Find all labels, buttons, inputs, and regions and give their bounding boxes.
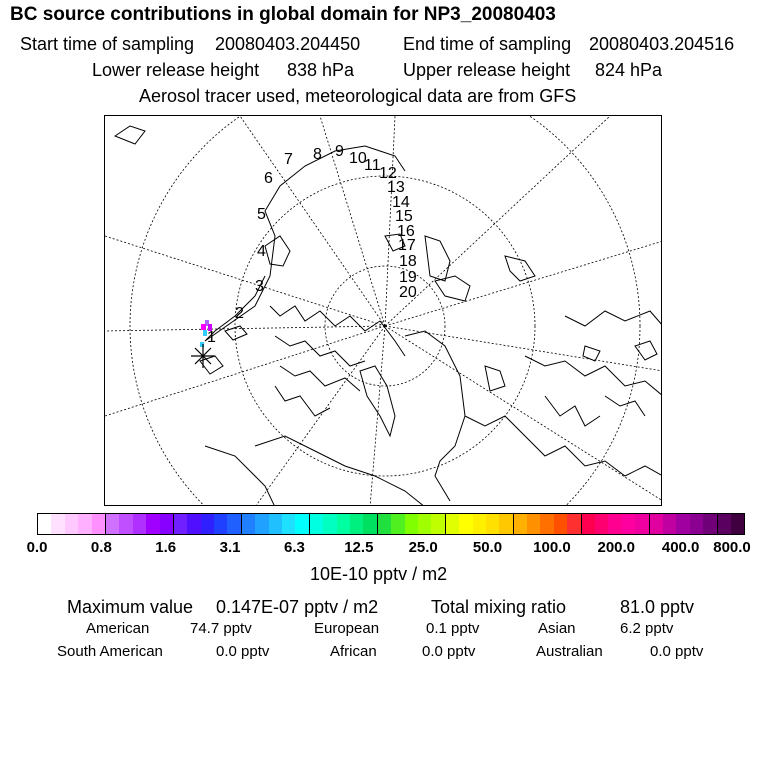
trajectory-label-20: 20	[399, 284, 417, 301]
polar-map	[104, 115, 662, 506]
colorbar-swatch	[201, 514, 214, 534]
colorbar-tick-label: 50.0	[472, 539, 503, 556]
trajectory-label-13: 13	[387, 179, 405, 196]
colorbar-swatch	[227, 514, 241, 534]
trajectory-label-8: 8	[313, 146, 322, 163]
start-time-value: 20080403.204450	[215, 34, 361, 54]
lower-height-label: Lower release height	[92, 60, 260, 80]
colorbar-tick-label: 400.0	[661, 539, 700, 556]
lower-height-value: 838 hPa	[287, 60, 355, 80]
colorbar-tick-label: 200.0	[597, 539, 636, 556]
colorbar-swatch	[405, 514, 418, 534]
colorbar-swatch	[133, 514, 146, 534]
colorbar-swatch	[174, 514, 187, 534]
trajectory-label-1: 1	[207, 329, 216, 346]
colorbar-tick-label: 1.6	[155, 539, 177, 556]
region-name: South American	[57, 643, 163, 660]
colorbar-swatch	[554, 514, 567, 534]
colorbar-swatch	[160, 514, 174, 534]
region-name: American	[86, 620, 150, 637]
colorbar-unit: 10E-10 pptv / m2	[310, 564, 448, 584]
trajectory-label-7: 7	[284, 151, 293, 168]
colorbar-swatch	[378, 514, 391, 534]
colorbar-swatch	[65, 514, 78, 534]
colorbar-tick-label: 0.0	[26, 539, 48, 556]
colorbar-swatch	[51, 514, 64, 534]
colorbar-swatch	[635, 514, 649, 534]
max-value-label: Maximum value	[67, 597, 194, 617]
colorbar-swatch	[146, 514, 159, 534]
upper-height-value: 824 hPa	[595, 60, 663, 80]
colorbar-swatch	[242, 514, 255, 534]
colorbar-swatch	[350, 514, 363, 534]
end-time-label: End time of sampling	[403, 34, 572, 54]
trajectory-label-14: 14	[392, 194, 410, 211]
trajectory-label-10: 10	[349, 150, 367, 167]
colorbar-tick-label: 0.8	[90, 539, 112, 556]
trajectory-label-17: 17	[398, 237, 416, 254]
colorbar-swatch	[608, 514, 621, 534]
trajectory-label-6: 6	[264, 170, 273, 187]
total-mixing-value: 81.0 pptv	[620, 597, 695, 617]
trajectory-label-4: 4	[257, 243, 266, 260]
release-marker	[191, 344, 215, 368]
colorbar-swatch	[459, 514, 472, 534]
colorbar-swatch	[690, 514, 703, 534]
colorbar-swatch	[106, 514, 119, 534]
colorbar-tick-label: 25.0	[408, 539, 438, 556]
region-name: Australian	[536, 643, 603, 660]
colorbar-swatch	[650, 514, 663, 534]
region-value: 6.2 pptv	[620, 620, 674, 637]
colorbar-swatch	[431, 514, 445, 534]
colorbar-swatch	[514, 514, 527, 534]
colorbar-swatch	[567, 514, 581, 534]
colorbar-tick-label: 800.0	[713, 539, 751, 556]
colorbar-swatch	[92, 514, 106, 534]
trajectory-labels	[207, 143, 417, 346]
trajectory-label-18: 18	[399, 253, 417, 270]
colorbar-swatch	[527, 514, 540, 534]
colorbar-swatch	[731, 514, 744, 534]
colorbar-tick-label: 100.0	[533, 539, 571, 556]
colorbar-swatch	[473, 514, 486, 534]
trajectory-label-15: 15	[395, 208, 413, 225]
colorbar-tick-label: 3.1	[219, 539, 241, 556]
trajectory-label-16: 16	[397, 223, 415, 240]
trajectory-label-9: 9	[335, 143, 344, 160]
colorbar-swatch	[282, 514, 295, 534]
colorbar-swatch	[255, 514, 268, 534]
trajectory-label-19: 19	[399, 269, 417, 286]
colorbar-swatch	[446, 514, 459, 534]
colorbar-swatch	[486, 514, 499, 534]
region-value: 74.7 pptv	[190, 620, 252, 637]
colorbar-swatch	[582, 514, 595, 534]
colorbar-swatch	[38, 514, 51, 534]
trajectory-label-3: 3	[255, 278, 264, 295]
max-value: 0.147E-07 pptv / m2	[216, 597, 379, 617]
region-name: African	[330, 643, 377, 660]
upper-height-label: Upper release height	[403, 60, 571, 80]
colorbar-swatch	[78, 514, 91, 534]
colorbar-swatch	[214, 514, 227, 534]
end-time-value: 20080403.204516	[589, 34, 735, 54]
colorbar-swatch	[418, 514, 431, 534]
colorbar-swatch	[187, 514, 200, 534]
colorbar-swatch	[676, 514, 689, 534]
colorbar-swatch	[363, 514, 377, 534]
colorbar-swatch	[391, 514, 404, 534]
colorbar-swatch	[337, 514, 350, 534]
colorbar-swatch	[269, 514, 282, 534]
colorbar-swatch	[663, 514, 676, 534]
colorbar-swatch	[295, 514, 309, 534]
trajectory-label-12: 12	[379, 165, 397, 182]
region-value: 0.0 pptv	[650, 643, 704, 660]
colorbar-swatch	[540, 514, 553, 534]
region-value: 0.1 pptv	[426, 620, 480, 637]
region-value: 0.0 pptv	[422, 643, 476, 660]
plot-title: BC source contributions in global domain for NP3_20080403	[10, 4, 556, 25]
total-mixing-label: Total mixing ratio	[431, 597, 567, 617]
colorbar-swatch	[595, 514, 608, 534]
colorbar-swatch	[703, 514, 717, 534]
start-time-label: Start time of sampling	[20, 34, 195, 54]
colorbar-swatch	[499, 514, 513, 534]
trajectory-label-11: 11	[364, 157, 381, 174]
colorbar-tick-label: 12.5	[344, 539, 374, 556]
trajectory-label-5: 5	[257, 206, 266, 223]
region-value: 0.0 pptv	[216, 643, 270, 660]
trajectory-label-2: 2	[235, 305, 244, 322]
colorbar	[37, 513, 745, 535]
map-graphic	[105, 116, 662, 506]
colorbar-swatch	[119, 514, 132, 534]
region-name: European	[314, 620, 380, 637]
tracer-note: Aerosol tracer used, meteorological data are from GFS	[139, 86, 577, 106]
colorbar-swatch	[622, 514, 635, 534]
colorbar-swatch	[323, 514, 336, 534]
region-name: Asian	[538, 620, 576, 637]
colorbar-tick-label: 6.3	[284, 539, 305, 556]
colorbar-swatch	[310, 514, 323, 534]
colorbar-swatch	[718, 514, 731, 534]
